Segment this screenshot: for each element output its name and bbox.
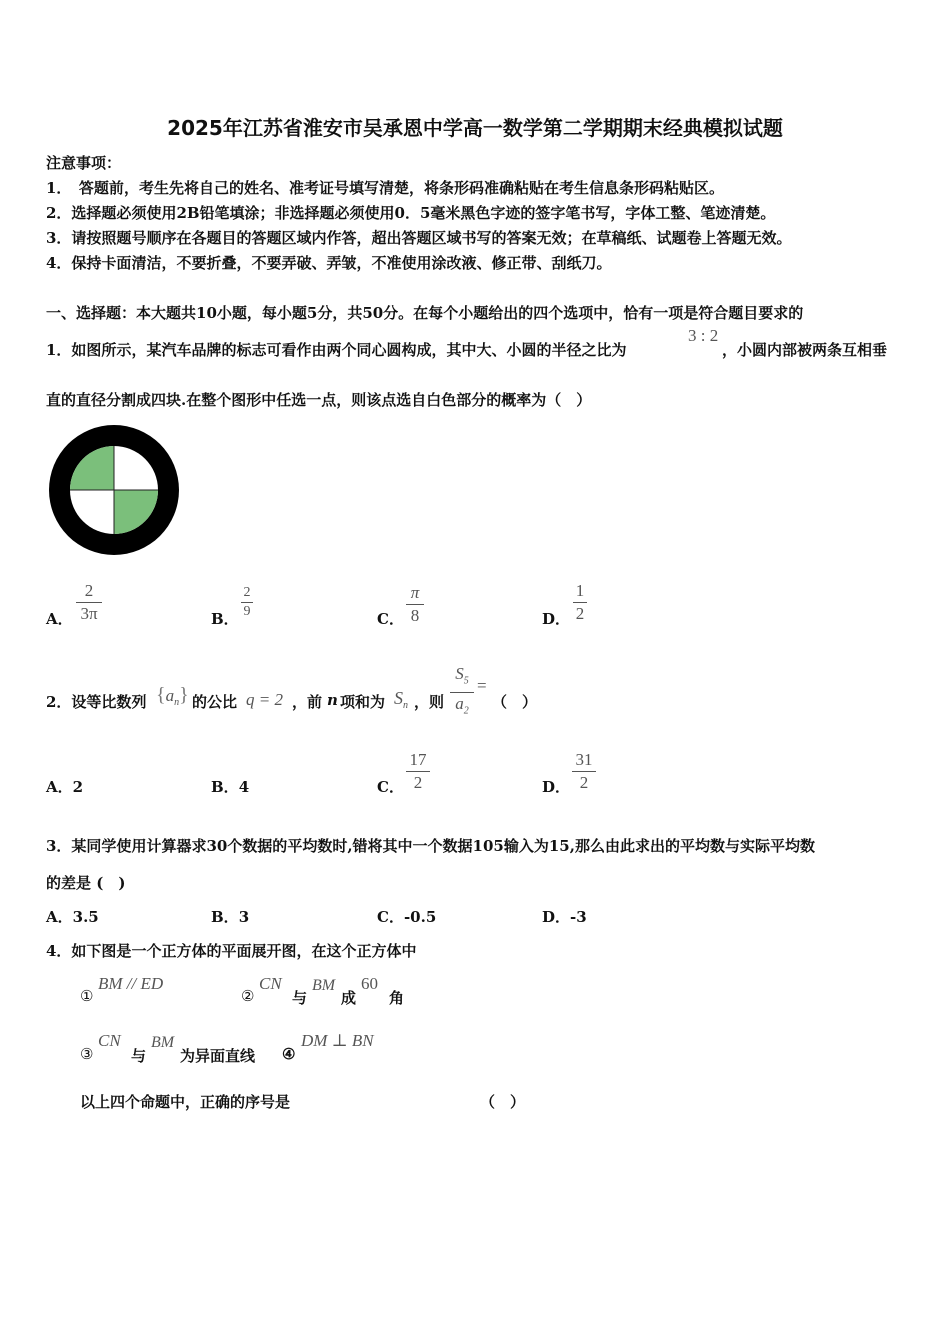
q2-text: 的公比	[192, 693, 238, 711]
q4-text: 4．如下图是一个正方体的平面展开图，在这个正方体中	[46, 942, 417, 960]
q2-equals: =	[477, 676, 487, 695]
q2-text: ，前	[292, 693, 323, 711]
notice-heading: 注意事项：	[46, 154, 122, 172]
q1-option-b-fraction: 2 9	[241, 585, 253, 620]
q4-conclusion: 以上四个命题中，正确的序号是	[80, 1093, 291, 1111]
q2-ratio-expr: q = 2	[246, 690, 283, 709]
page-title: 2025年江苏省淮安市吴承恩中学高一数学第二学期期末经典模拟试题	[167, 116, 783, 140]
q2-sum: $S_n$	[394, 688, 408, 712]
q1-ratio: 3 : 2	[688, 326, 719, 345]
notice-item: 3．请按照题号顺序在各题目的答题区域内作答，超出答题区域书写的答案无效；在草稿纸、试题卷上答题无效。	[46, 229, 792, 247]
q2-text: 项和为	[340, 693, 386, 711]
q4-statement-1-math: BM // ED	[98, 974, 164, 993]
q4-statement-3-mark: ③	[80, 1045, 94, 1063]
q4-statement-3-text: 与	[131, 1047, 147, 1065]
q4-statement-2-angle: 60	[361, 974, 378, 993]
q4-statement-2-math: BM	[312, 977, 336, 994]
q2-text: ，则	[414, 693, 445, 711]
q3-option-a[interactable]: A．3.5	[46, 908, 99, 926]
q1-option-c-fraction: π 8	[406, 583, 424, 626]
q1-option-d-label[interactable]: D．	[542, 610, 571, 628]
q1-option-c-label[interactable]: C．	[377, 610, 404, 628]
q2-option-b[interactable]: B．4	[211, 778, 250, 796]
q2-text: 2．设等比数列	[46, 693, 147, 711]
q1-option-a-label[interactable]: A．	[46, 610, 73, 628]
q3-text-line2: 的差是 ( )	[46, 874, 126, 892]
q4-statement-2-text: 与	[292, 989, 308, 1007]
q2-n: n	[327, 691, 338, 709]
q1-option-a-fraction: 2 3π	[76, 581, 102, 624]
section-heading: 一、选择题：本大题共10小题，每小题5分，共50分。在每个小题给出的四个选项中，恰有一项是符合题目要求的	[46, 304, 804, 322]
q2-option-c-fraction: 17 2	[406, 750, 430, 793]
q2-sequence: $\{a_n\}$	[156, 684, 189, 709]
q4-statement-4-mark: ④	[282, 1045, 296, 1063]
q4-statement-4-math: DM ⊥ BN	[301, 1031, 374, 1050]
q3-option-d[interactable]: D．-3	[542, 908, 587, 926]
q1-option-b-label[interactable]: B．	[211, 610, 239, 628]
q1-text-b: ，小圆内部被两条互相垂	[722, 341, 888, 359]
logo-figure	[47, 423, 181, 557]
q2-option-d-fraction: 31 2	[572, 750, 596, 793]
q2-option-c-label[interactable]: C．	[377, 778, 404, 796]
q1-text-line2: 直的直径分割成四块.在整个图形中任选一点，则该点选自白色部分的概率为（ ）	[46, 391, 592, 409]
q3-option-b[interactable]: B．3	[211, 908, 250, 926]
q4-paren: （ ）	[480, 1093, 526, 1111]
q2-option-a[interactable]: A．2	[46, 778, 84, 796]
notice-item: 2．选择题必须使用2B铅笔填涂；非选择题必须使用0．5毫米黑色字迹的签字笔书写，字体工整、笔迹清楚。	[46, 204, 776, 222]
q2-fraction: $S_5$ $a_2$	[450, 664, 474, 722]
q4-statement-3-math: BM	[151, 1034, 175, 1051]
q4-statement-1-mark: ①	[80, 987, 94, 1005]
q1-option-d-fraction: 1 2	[573, 581, 587, 624]
q4-statement-2-math: CN	[259, 974, 282, 993]
notice-item: 4．保持卡面清洁，不要折叠，不要弄破、弄皱，不准使用涂改液、修正带、刮纸刀。	[46, 254, 612, 272]
q4-statement-3-text: 为异面直线	[180, 1047, 256, 1065]
q4-statement-2-text: 角	[389, 989, 405, 1007]
q4-statement-3-math: CN	[98, 1031, 121, 1050]
q2-paren: （ ）	[492, 693, 538, 711]
q4-statement-2-mark: ②	[241, 987, 255, 1005]
q4-statement-2-text: 成	[341, 989, 357, 1007]
q1-text-a: 1．如图所示，某汽车品牌的标志可看作由两个同心圆构成，其中大、小圆的半径之比为	[46, 341, 627, 359]
q3-text-line1: 3．某同学使用计算器求30个数据的平均数时,错将其中一个数据105输入为15,那么由此求出的平均数与实际平均数	[46, 837, 815, 855]
q3-option-c[interactable]: C．-0.5	[377, 908, 437, 926]
q2-option-d-label[interactable]: D．	[542, 778, 571, 796]
notice-item: 1． 答题前，考生先将自己的姓名、准考证号填写清楚，将条形码准确粘贴在考生信息条形码粘贴区。	[46, 179, 724, 197]
